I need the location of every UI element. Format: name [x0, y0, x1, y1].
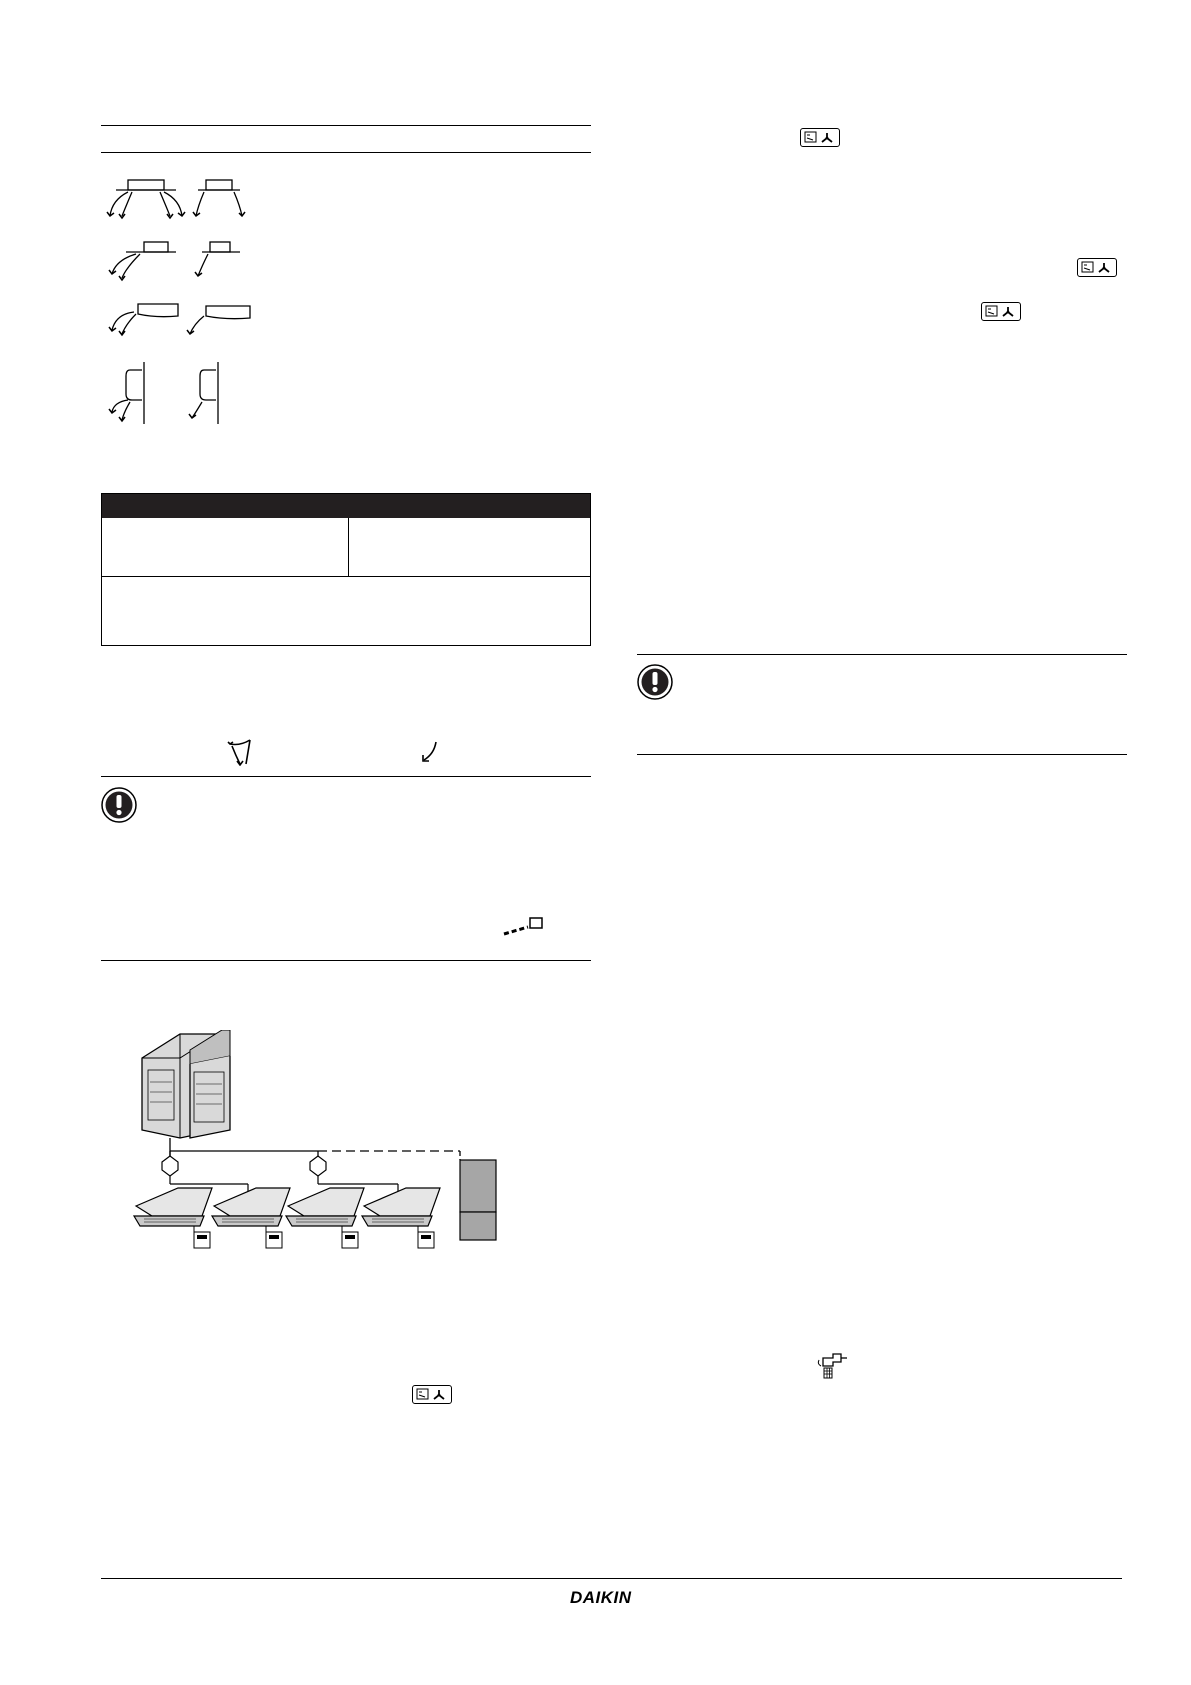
caution-top-rule [637, 654, 1127, 655]
remote-controller-icon [502, 916, 544, 938]
top-rule [101, 125, 591, 126]
airflow-diagram-cassette-single [106, 238, 256, 284]
airflow-diagram-cassette-roundflow [106, 172, 256, 222]
fan-mode-button-icon [981, 302, 1021, 321]
exclamation-warning-icon [101, 787, 137, 823]
system-layout-diagram [130, 1030, 510, 1250]
section-rule [101, 152, 591, 153]
fixed-airflow-icon [418, 740, 442, 764]
fan-mode-button-icon [800, 128, 840, 147]
fan-mode-button-icon [412, 1385, 452, 1404]
settings-table [101, 493, 591, 646]
fan-mode-button-icon [1077, 258, 1117, 277]
airflow-diagram-wall-mounted [106, 360, 236, 426]
settings-table-cell [348, 518, 590, 576]
settings-table-row [102, 576, 590, 646]
footer-rule [101, 1578, 1122, 1579]
caution-bottom-rule [101, 960, 591, 961]
settings-table-cell [102, 518, 349, 576]
airflow-diagram-ceiling-suspended [106, 300, 266, 340]
settings-table-header [102, 494, 590, 518]
caution-bottom-rule [637, 754, 1127, 755]
swing-airflow-icon [226, 738, 256, 766]
drain-pump-icon [815, 1352, 849, 1380]
daikin-logo: DAIKIN [570, 1588, 632, 1607]
caution-top-rule [101, 776, 591, 777]
exclamation-warning-icon [637, 664, 673, 700]
